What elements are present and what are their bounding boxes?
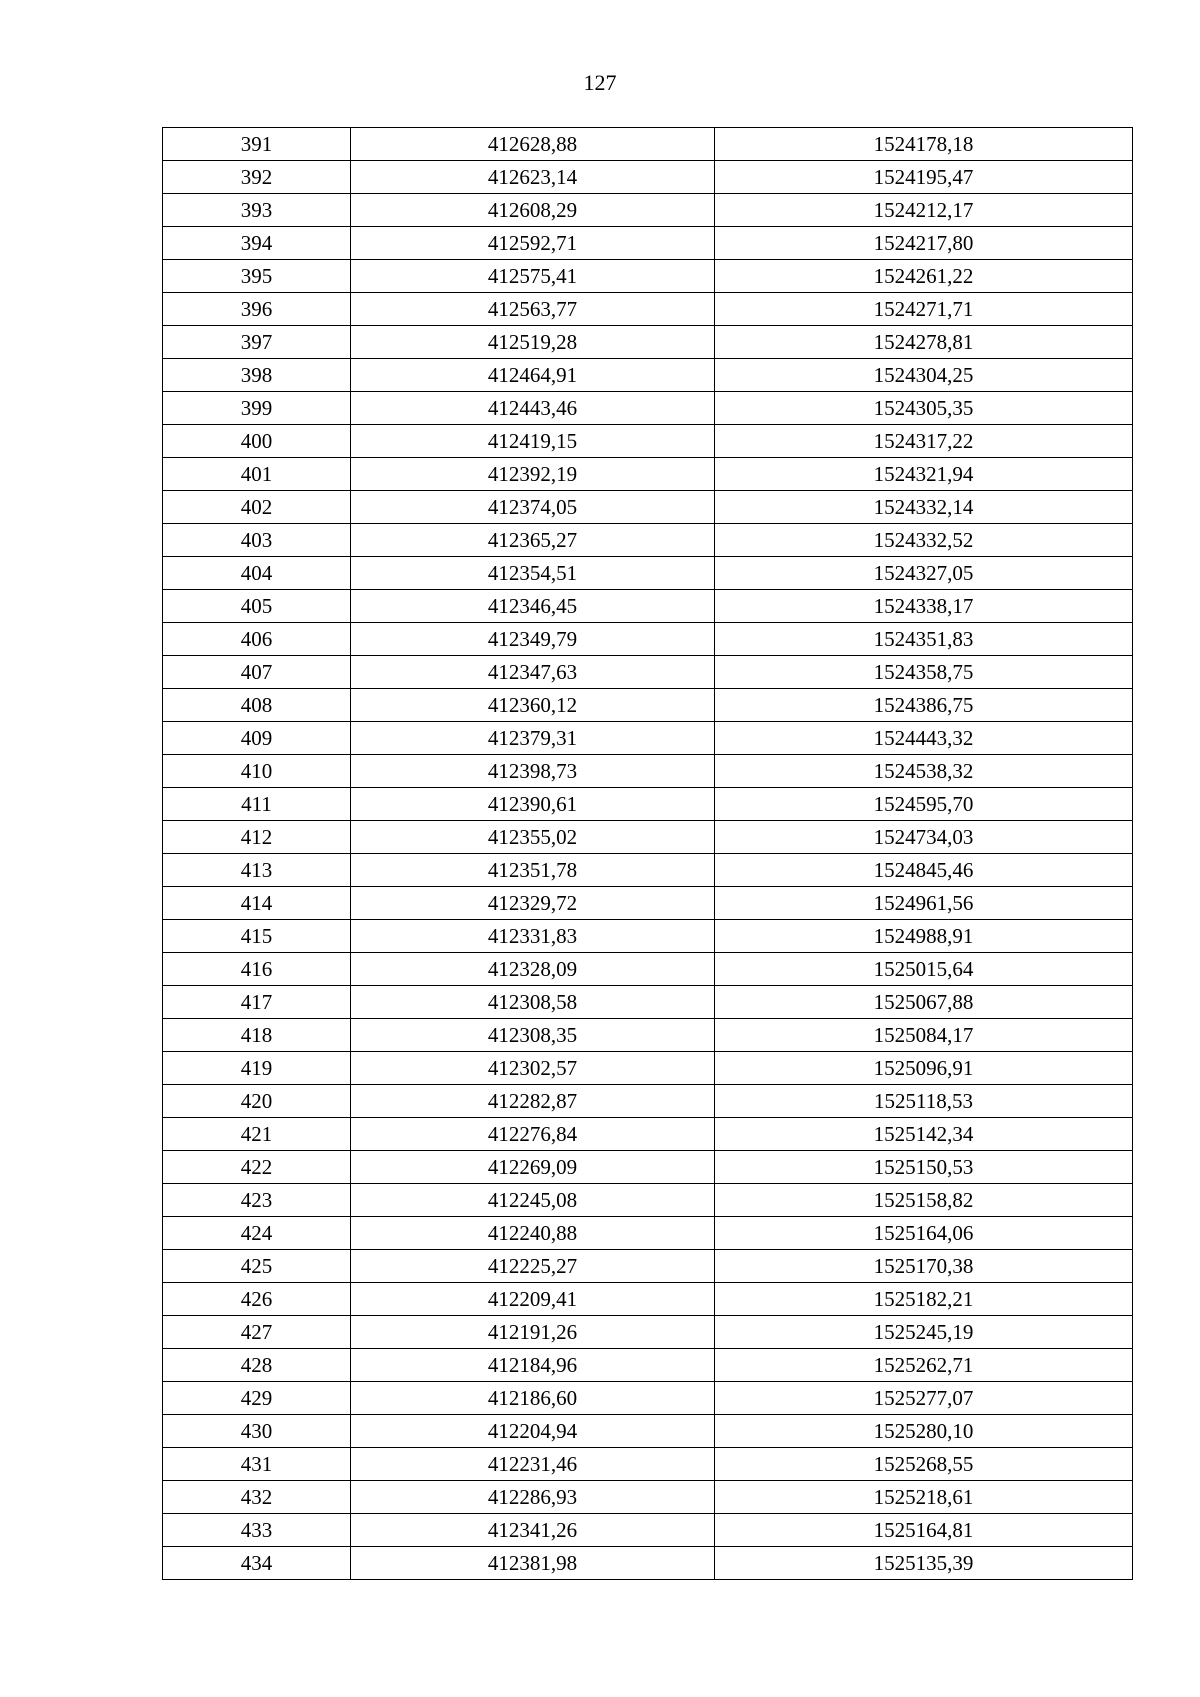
table-row [163, 359, 1133, 392]
y-coordinate-cell: 1524195,47 [715, 161, 1133, 194]
y-coordinate-cell: 1524278,81 [715, 326, 1133, 359]
page-number: 127 [583, 70, 617, 95]
table-row [163, 1118, 1133, 1151]
x-coordinate-cell: 412302,57 [351, 1052, 715, 1085]
table-row [163, 854, 1133, 887]
y-coordinate-cell: 1524321,94 [715, 458, 1133, 491]
x-coordinate-cell: 412464,91 [351, 359, 715, 392]
table-row [163, 623, 1133, 656]
y-coordinate-cell: 1525268,55 [715, 1448, 1133, 1481]
x-coordinate-cell: 412225,27 [351, 1250, 715, 1283]
y-coordinate-cell: 1525135,39 [715, 1547, 1133, 1580]
table-row [163, 1052, 1133, 1085]
table-row [163, 953, 1133, 986]
x-coordinate-cell: 412360,12 [351, 689, 715, 722]
point-number-cell: 405 [163, 590, 351, 623]
y-coordinate-cell: 1524261,22 [715, 260, 1133, 293]
table-row [163, 1547, 1133, 1580]
point-number-cell: 422 [163, 1151, 351, 1184]
x-coordinate-cell: 412379,31 [351, 722, 715, 755]
table-row [163, 1514, 1133, 1547]
x-coordinate-cell: 412191,26 [351, 1316, 715, 1349]
table-row [163, 1250, 1133, 1283]
y-coordinate-cell: 1524217,80 [715, 227, 1133, 260]
table-row [163, 227, 1133, 260]
point-number-cell: 418 [163, 1019, 351, 1052]
table-row [163, 821, 1133, 854]
table-row [163, 1448, 1133, 1481]
y-coordinate-cell: 1524332,14 [715, 491, 1133, 524]
point-number-cell: 415 [163, 920, 351, 953]
y-coordinate-cell: 1525150,53 [715, 1151, 1133, 1184]
x-coordinate-cell: 412347,63 [351, 656, 715, 689]
point-number-cell: 393 [163, 194, 351, 227]
x-coordinate-cell: 412563,77 [351, 293, 715, 326]
x-coordinate-cell: 412592,71 [351, 227, 715, 260]
point-number-cell: 412 [163, 821, 351, 854]
x-coordinate-cell: 412354,51 [351, 557, 715, 590]
x-coordinate-cell: 412282,87 [351, 1085, 715, 1118]
y-coordinate-cell: 1524212,17 [715, 194, 1133, 227]
x-coordinate-cell: 412374,05 [351, 491, 715, 524]
x-coordinate-cell: 412623,14 [351, 161, 715, 194]
x-coordinate-cell: 412519,28 [351, 326, 715, 359]
table-row [163, 194, 1133, 227]
x-coordinate-cell: 412269,09 [351, 1151, 715, 1184]
table-row [163, 392, 1133, 425]
x-coordinate-cell: 412392,19 [351, 458, 715, 491]
x-coordinate-cell: 412346,45 [351, 590, 715, 623]
table-row [163, 986, 1133, 1019]
point-number-cell: 396 [163, 293, 351, 326]
x-coordinate-cell: 412351,78 [351, 854, 715, 887]
table-row [163, 887, 1133, 920]
y-coordinate-cell: 1525118,53 [715, 1085, 1133, 1118]
table-row [163, 128, 1133, 161]
y-coordinate-cell: 1524304,25 [715, 359, 1133, 392]
table-row [163, 326, 1133, 359]
coordinates-table [162, 127, 1133, 1580]
point-number-cell: 394 [163, 227, 351, 260]
point-number-cell: 410 [163, 755, 351, 788]
x-coordinate-cell: 412184,96 [351, 1349, 715, 1382]
y-coordinate-cell: 1524538,32 [715, 755, 1133, 788]
x-coordinate-cell: 412286,93 [351, 1481, 715, 1514]
x-coordinate-cell: 412186,60 [351, 1382, 715, 1415]
table-row [163, 722, 1133, 755]
point-number-cell: 432 [163, 1481, 351, 1514]
point-number-cell: 434 [163, 1547, 351, 1580]
point-number-cell: 429 [163, 1382, 351, 1415]
y-coordinate-cell: 1524178,18 [715, 128, 1133, 161]
x-coordinate-cell: 412328,09 [351, 953, 715, 986]
table-row [163, 1415, 1133, 1448]
table-row [163, 1085, 1133, 1118]
table-row [163, 1217, 1133, 1250]
table-row [163, 1481, 1133, 1514]
y-coordinate-cell: 1524327,05 [715, 557, 1133, 590]
x-coordinate-cell: 412231,46 [351, 1448, 715, 1481]
y-coordinate-cell: 1524271,71 [715, 293, 1133, 326]
table-row [163, 458, 1133, 491]
y-coordinate-cell: 1524386,75 [715, 689, 1133, 722]
table-row [163, 656, 1133, 689]
point-number-cell: 419 [163, 1052, 351, 1085]
y-coordinate-cell: 1524338,17 [715, 590, 1133, 623]
x-coordinate-cell: 412331,83 [351, 920, 715, 953]
point-number-cell: 433 [163, 1514, 351, 1547]
y-coordinate-cell: 1525182,21 [715, 1283, 1133, 1316]
y-coordinate-cell: 1525084,17 [715, 1019, 1133, 1052]
x-coordinate-cell: 412398,73 [351, 755, 715, 788]
x-coordinate-cell: 412204,94 [351, 1415, 715, 1448]
x-coordinate-cell: 412608,29 [351, 194, 715, 227]
table-row [163, 491, 1133, 524]
point-number-cell: 413 [163, 854, 351, 887]
point-number-cell: 423 [163, 1184, 351, 1217]
y-coordinate-cell: 1525164,81 [715, 1514, 1133, 1547]
table-row [163, 1151, 1133, 1184]
point-number-cell: 411 [163, 788, 351, 821]
y-coordinate-cell: 1525277,07 [715, 1382, 1133, 1415]
table-row [163, 557, 1133, 590]
table-row [163, 1382, 1133, 1415]
y-coordinate-cell: 1525096,91 [715, 1052, 1133, 1085]
y-coordinate-cell: 1525164,06 [715, 1217, 1133, 1250]
table-row [163, 1316, 1133, 1349]
point-number-cell: 425 [163, 1250, 351, 1283]
point-number-cell: 417 [163, 986, 351, 1019]
point-number-cell: 426 [163, 1283, 351, 1316]
point-number-cell: 421 [163, 1118, 351, 1151]
y-coordinate-cell: 1525280,10 [715, 1415, 1133, 1448]
y-coordinate-cell: 1524961,56 [715, 887, 1133, 920]
point-number-cell: 392 [163, 161, 351, 194]
x-coordinate-cell: 412390,61 [351, 788, 715, 821]
x-coordinate-cell: 412245,08 [351, 1184, 715, 1217]
x-coordinate-cell: 412365,27 [351, 524, 715, 557]
point-number-cell: 431 [163, 1448, 351, 1481]
point-number-cell: 391 [163, 128, 351, 161]
point-number-cell: 409 [163, 722, 351, 755]
table-row [163, 755, 1133, 788]
point-number-cell: 404 [163, 557, 351, 590]
table-row [163, 161, 1133, 194]
coordinates-table-body [163, 128, 1133, 1580]
point-number-cell: 406 [163, 623, 351, 656]
table-row [163, 590, 1133, 623]
y-coordinate-cell: 1524351,83 [715, 623, 1133, 656]
y-coordinate-cell: 1525142,34 [715, 1118, 1133, 1151]
x-coordinate-cell: 412575,41 [351, 260, 715, 293]
table-row [163, 1349, 1133, 1382]
x-coordinate-cell: 412355,02 [351, 821, 715, 854]
y-coordinate-cell: 1524305,35 [715, 392, 1133, 425]
x-coordinate-cell: 412419,15 [351, 425, 715, 458]
y-coordinate-cell: 1524358,75 [715, 656, 1133, 689]
x-coordinate-cell: 412349,79 [351, 623, 715, 656]
point-number-cell: 424 [163, 1217, 351, 1250]
point-number-cell: 403 [163, 524, 351, 557]
point-number-cell: 398 [163, 359, 351, 392]
x-coordinate-cell: 412443,46 [351, 392, 715, 425]
x-coordinate-cell: 412308,35 [351, 1019, 715, 1052]
point-number-cell: 414 [163, 887, 351, 920]
point-number-cell: 400 [163, 425, 351, 458]
point-number-cell: 428 [163, 1349, 351, 1382]
point-number-cell: 420 [163, 1085, 351, 1118]
y-coordinate-cell: 1524734,03 [715, 821, 1133, 854]
point-number-cell: 397 [163, 326, 351, 359]
point-number-cell: 430 [163, 1415, 351, 1448]
y-coordinate-cell: 1524443,32 [715, 722, 1133, 755]
x-coordinate-cell: 412209,41 [351, 1283, 715, 1316]
point-number-cell: 407 [163, 656, 351, 689]
point-number-cell: 401 [163, 458, 351, 491]
x-coordinate-cell: 412276,84 [351, 1118, 715, 1151]
x-coordinate-cell: 412240,88 [351, 1217, 715, 1250]
y-coordinate-cell: 1525218,61 [715, 1481, 1133, 1514]
y-coordinate-cell: 1524332,52 [715, 524, 1133, 557]
point-number-cell: 399 [163, 392, 351, 425]
x-coordinate-cell: 412308,58 [351, 986, 715, 1019]
x-coordinate-cell: 412341,26 [351, 1514, 715, 1547]
y-coordinate-cell: 1525245,19 [715, 1316, 1133, 1349]
y-coordinate-cell: 1525158,82 [715, 1184, 1133, 1217]
table-row [163, 260, 1133, 293]
table-row [163, 425, 1133, 458]
point-number-cell: 402 [163, 491, 351, 524]
x-coordinate-cell: 412329,72 [351, 887, 715, 920]
point-number-cell: 416 [163, 953, 351, 986]
x-coordinate-cell: 412628,88 [351, 128, 715, 161]
point-number-cell: 395 [163, 260, 351, 293]
y-coordinate-cell: 1525262,71 [715, 1349, 1133, 1382]
point-number-cell: 408 [163, 689, 351, 722]
y-coordinate-cell: 1525067,88 [715, 986, 1133, 1019]
y-coordinate-cell: 1524988,91 [715, 920, 1133, 953]
y-coordinate-cell: 1525170,38 [715, 1250, 1133, 1283]
y-coordinate-cell: 1524845,46 [715, 854, 1133, 887]
table-row [163, 1019, 1133, 1052]
y-coordinate-cell: 1524317,22 [715, 425, 1133, 458]
table-row [163, 920, 1133, 953]
table-row [163, 1283, 1133, 1316]
x-coordinate-cell: 412381,98 [351, 1547, 715, 1580]
y-coordinate-cell: 1524595,70 [715, 788, 1133, 821]
point-number-cell: 427 [163, 1316, 351, 1349]
table-row [163, 524, 1133, 557]
y-coordinate-cell: 1525015,64 [715, 953, 1133, 986]
table-row [163, 689, 1133, 722]
table-row [163, 293, 1133, 326]
table-row [163, 1184, 1133, 1217]
table-row [163, 788, 1133, 821]
